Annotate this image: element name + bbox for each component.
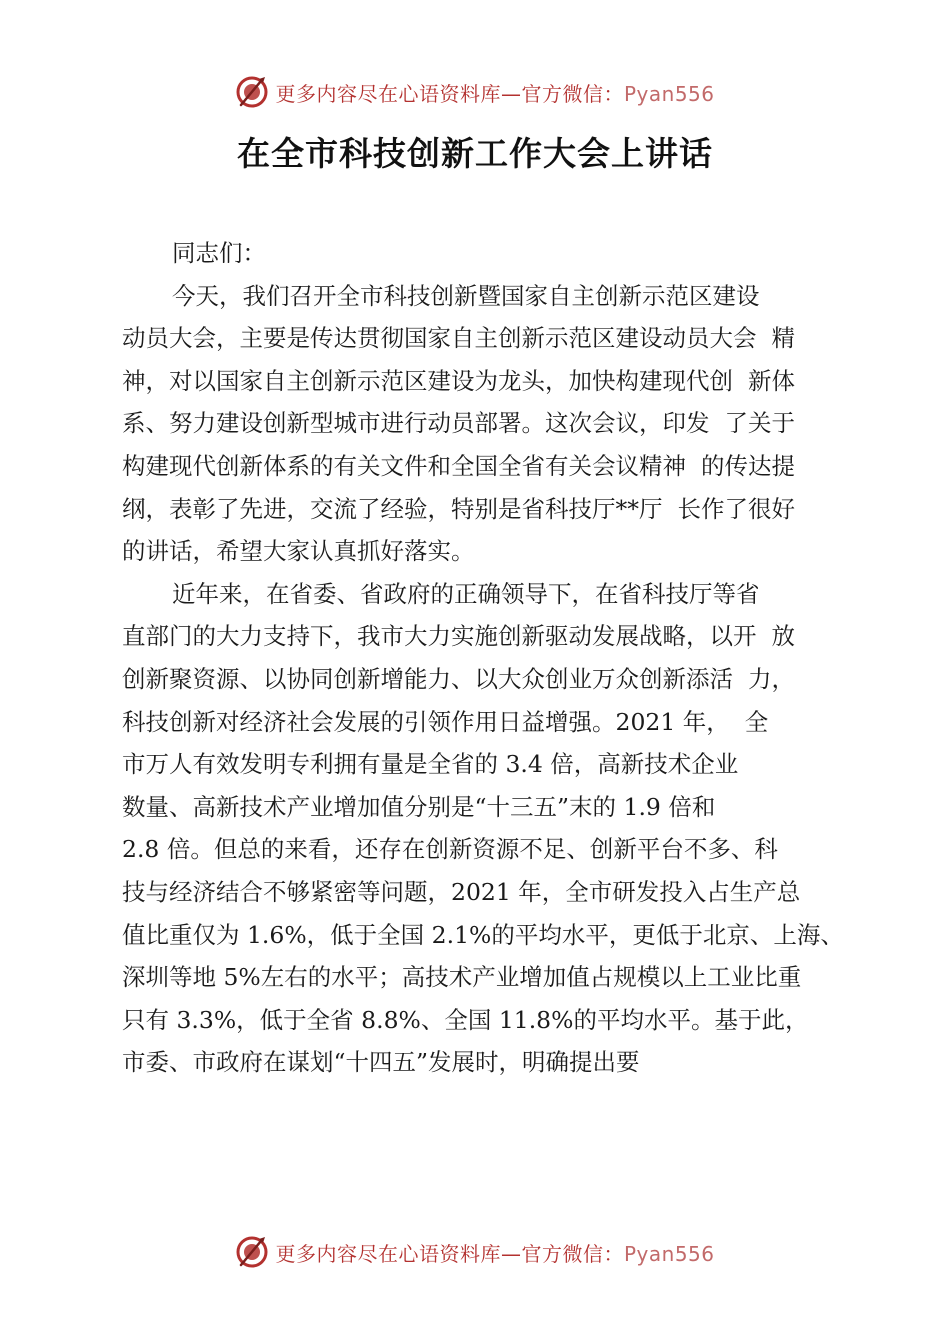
document-body [122,232,844,1084]
text-line: 的讲话，希望大家认真抓好落实。 [122,537,475,566]
text-line: 只有 3.3%，低于全省 8.8%、全国 11.8%的平均水平。基于此， [122,1005,809,1034]
watermark-wechat-id: Pyan556 [623,81,715,106]
text-line: 构建现代创新体系的有关文件和全国全省有关会议精神 的传达提 [122,451,795,480]
pen-seal-icon [235,1235,269,1269]
text-line: 神，对以国家自主创新示范区建设为龙头，加快构建现代创 新体 [122,366,795,395]
text-line: 深圳等地 5%左右的水平；高技术产业增加值占规模以上工业比重 [122,963,802,992]
text-line: 2.8 倍。但总的来看，还存在创新资源不足、创新平台不多、科 [122,835,778,864]
text-line: 动员大会，主要是传达贯彻国家自主创新示范区建设动员大会 精 [122,324,795,353]
text-line: 系、努力建设创新型城市进行动员部署。这次会议，印发 了关于 [122,409,795,438]
watermark-text [275,78,714,107]
watermark-wechat-id: Pyan556 [623,1241,715,1266]
text-line: 技与经济结合不够紧密等问题，2021 年，全市研发投入占生产总 [122,877,801,906]
text-line: 市委、市政府在谋划“十四五”发展时，明确提出要 [122,1048,640,1077]
footer-watermark [0,1232,950,1272]
text-line: 直部门的大力支持下，我市大力实施创新驱动发展战略，以开 放 [122,622,795,651]
watermark-text [275,1238,714,1267]
text-line: 数量、高新技术产业增加值分别是“十三五”末的 1.9 倍和 [122,792,716,821]
document-title: 在全市科技创新工作大会上讲话 [237,134,713,173]
text-line: 近年来，在省委、省政府的正确领导下，在省科技厅等省 [172,579,760,608]
watermark-slogan: 更多内容尽在心语资料库—官方微信： [275,81,624,106]
watermark-slogan: 更多内容尽在心语资料库—官方微信： [275,1241,624,1266]
text-line: 今天，我们召开全市科技创新暨国家自主创新示范区建设 [172,281,760,310]
text-line: 纲，表彰了先进，交流了经验，特别是省科技厅**厅 长作了很好 [122,494,795,523]
pen-seal-icon [235,75,269,109]
text-line: 同志们： [172,239,266,267]
text-line: 科技创新对经济社会发展的引领作用日益增强。2021 年， 全 [122,707,769,736]
text-line: 市万人有效发明专利拥有量是全省的 3.4 倍，高新技术企业 [122,750,739,779]
text-line: 创新聚资源、以协同创新增能力、以大众创业万众创新添活 力， [122,664,795,693]
text-line: 值比重仅为 1.6%，低于全国 2.1%的平均水平，更低于北京、上海、 [122,920,844,949]
header-watermark [0,72,950,112]
